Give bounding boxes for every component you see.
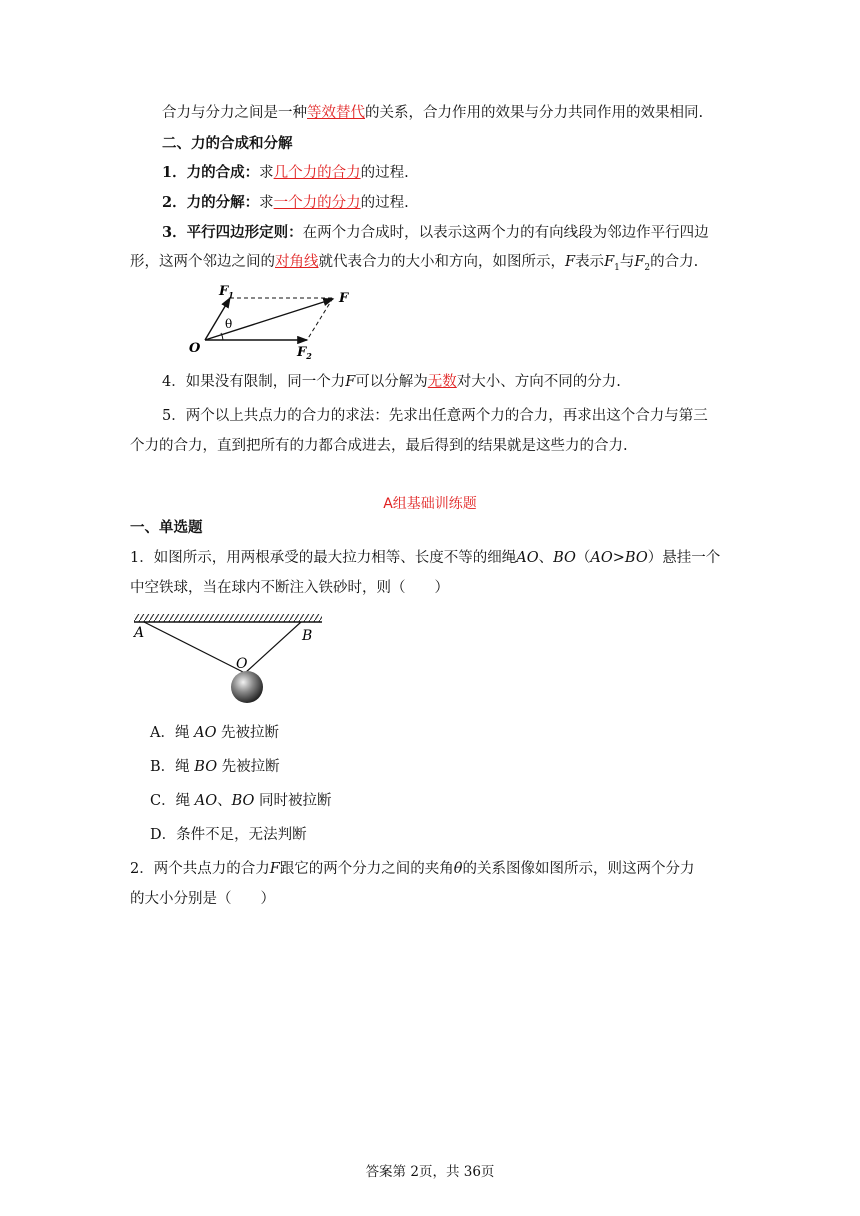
option-d[interactable] bbox=[150, 825, 307, 845]
item-text: 就代表合力的大小和方向，如图所示， bbox=[318, 254, 565, 270]
option-symbol: AO bbox=[194, 725, 217, 741]
intro-paragraph bbox=[162, 103, 703, 123]
label-A: A bbox=[134, 625, 145, 641]
intro-text: 的关系，合力作用的效果与分力共同作用的效果相同. bbox=[365, 105, 704, 121]
question-text: ）悬挂一个 bbox=[647, 550, 721, 566]
symbol-F: F bbox=[565, 254, 576, 270]
label-B: B bbox=[302, 628, 313, 644]
question-text: 跟它的两个分力之间的夹角 bbox=[279, 861, 454, 877]
option-a[interactable] bbox=[150, 723, 279, 743]
separator: 、 bbox=[217, 793, 232, 809]
symbol-F1: F bbox=[604, 254, 615, 270]
item-text: 的合力. bbox=[650, 254, 699, 270]
ceiling-hatch bbox=[134, 614, 322, 622]
option-b[interactable] bbox=[150, 757, 280, 777]
rope-AO bbox=[144, 622, 245, 673]
symbol-BO: BO bbox=[553, 550, 576, 566]
item-text: 的过程. bbox=[360, 195, 409, 211]
section-heading: 二、力的合成和分解 bbox=[162, 135, 293, 152]
item-text: 形，这两个邻边之间的 bbox=[130, 254, 275, 270]
label-F2: $F_2$ bbox=[297, 345, 312, 361]
label-O: O bbox=[236, 656, 248, 672]
question-text: 的关系图像如图所示，则这两个分力 bbox=[462, 861, 695, 877]
question-1-line2: 中空铁球，当在球内不断注入铁砂时，则（ ） bbox=[130, 580, 449, 596]
symbol-theta: θ bbox=[453, 861, 463, 877]
item-composition bbox=[162, 163, 409, 183]
parallelogram-diagram bbox=[185, 278, 365, 363]
separator: 、 bbox=[538, 550, 554, 566]
symbol-F2: F bbox=[634, 254, 645, 270]
rope-BO bbox=[245, 622, 301, 673]
option-symbol: AO bbox=[194, 793, 218, 809]
option-c[interactable] bbox=[150, 791, 332, 811]
question-text: 2．两个共点力的合力 bbox=[130, 861, 270, 877]
symbol-AO: AO bbox=[516, 550, 539, 566]
item-label: 3．平行四边形定则： bbox=[162, 224, 303, 241]
highlight-term: 几个力的合力 bbox=[273, 165, 361, 181]
item-text: 4．如果没有限制，同一个力 bbox=[162, 374, 346, 390]
item-4 bbox=[162, 372, 621, 392]
label-F: F bbox=[339, 291, 349, 306]
item-text: 求 bbox=[259, 165, 274, 181]
item-label: 2．力的分解： bbox=[162, 194, 260, 211]
symbol-F: F bbox=[269, 861, 280, 877]
item-5-line1: 5．两个以上共点力的合力的求法：先求出任意两个力的合力，再求出这个合力与第三 bbox=[162, 408, 708, 424]
item-parallelogram-line1 bbox=[162, 223, 709, 243]
option-symbol: BO bbox=[231, 793, 255, 809]
item-decomposition bbox=[162, 193, 409, 213]
label-theta: θ bbox=[225, 317, 233, 331]
paren: （ bbox=[575, 550, 591, 566]
subscript: 2 bbox=[644, 262, 651, 273]
group-title: A组基础训练题 bbox=[383, 496, 477, 512]
item-text: 的过程. bbox=[360, 165, 409, 181]
question-1-line1 bbox=[130, 548, 720, 568]
question-2-line1 bbox=[130, 859, 695, 879]
highlight-term: 一个力的分力 bbox=[273, 195, 361, 211]
item-text: 求 bbox=[259, 195, 274, 211]
highlight-term: 无数 bbox=[427, 374, 457, 390]
option-text: C．绳 bbox=[150, 793, 195, 809]
dashed-edge-right bbox=[307, 298, 333, 340]
symbol-F: F bbox=[345, 374, 356, 390]
item-5-line2: 个力的合力，直到把所有的力都合成进去，最后得到的结果就是这些力的合力. bbox=[130, 438, 628, 454]
option-text: 先被拉断 bbox=[217, 759, 280, 775]
intro-text: 合力与分力之间是一种 bbox=[162, 105, 307, 121]
item-label: 1．力的合成： bbox=[162, 164, 260, 181]
option-text: B．绳 bbox=[150, 759, 195, 775]
option-text: 先被拉断 bbox=[216, 725, 280, 741]
item-text: 对大小、方向不同的分力. bbox=[456, 374, 621, 390]
item-text: 表示 bbox=[575, 254, 605, 270]
hanging-ball-diagram bbox=[130, 612, 330, 712]
question-text: 1．如图所示，用两根承受的最大拉力相等、长度不等的细绳 bbox=[130, 550, 517, 566]
item-parallelogram-line2 bbox=[130, 252, 698, 278]
highlight-term: 等效替代 bbox=[307, 105, 365, 121]
section-heading-single-choice: 一、单选题 bbox=[130, 519, 203, 536]
condition: AO>BO bbox=[590, 550, 648, 566]
item-text: 与 bbox=[619, 254, 635, 270]
option-text: 同时被拉断 bbox=[254, 793, 332, 809]
highlight-term: 对角线 bbox=[275, 254, 319, 270]
label-O: O bbox=[189, 341, 201, 356]
item-text: 在两个力合成时，以表示这两个力的有向线段为邻边作平行四边 bbox=[302, 225, 709, 241]
option-symbol: BO bbox=[194, 759, 218, 775]
question-2-line2: 的大小分别是（ ） bbox=[130, 891, 275, 907]
item-text: 可以分解为 bbox=[355, 374, 428, 390]
page-footer: 答案第 2页，共 36页 bbox=[365, 1164, 495, 1180]
option-text: D．条件不足，无法判断 bbox=[150, 827, 307, 843]
subscript: 1 bbox=[614, 262, 620, 273]
iron-ball bbox=[231, 671, 263, 703]
label-F1: $F_1$ bbox=[219, 284, 234, 300]
option-text: A．绳 bbox=[150, 725, 195, 741]
